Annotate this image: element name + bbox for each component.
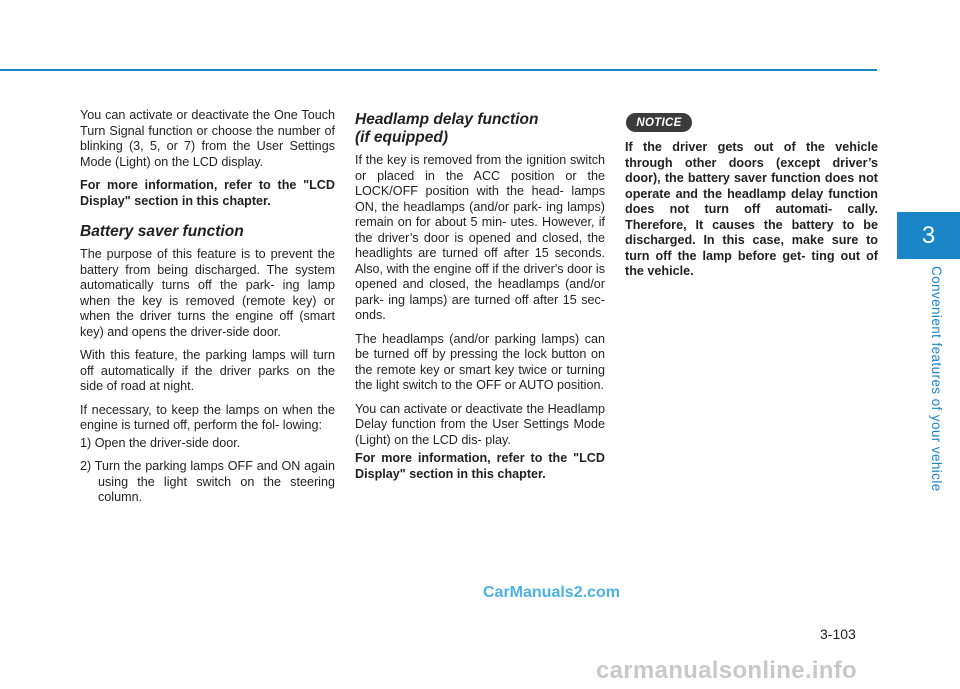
paragraph-refer-lcd: For more information, refer to the "LCD Display" section in this chapter. — [80, 178, 335, 208]
paragraph-one-touch: You can activate or deactivate the One Touch Turn Signal function or choose the number of blinking (3, 5, or 7) from the User Settings Mode (Light) on the LCD display. — [80, 108, 335, 169]
chapter-number-tab: 3 — [897, 212, 960, 259]
column-right — [625, 140, 878, 288]
section-title-line: Headlamp delay function — [355, 111, 539, 128]
notice-text: If the driver gets out of the vehicle through other doors (except driver’s door), the battery saver function does not operate and the headlamp delay function does not turn off automati- cally. Therefore, It causes the battery to be discharged. In this case, make sure to turn off the lamp before get- ting out of the vehicle. — [625, 140, 878, 278]
paragraph-headlamp-settings: You can activate or deactivate the Headlamp Delay function from the User Settings Mode (Light) on the LCD dis- play. — [355, 401, 605, 447]
notice-badge: NOTICE — [626, 113, 692, 132]
page-number: 3-103 — [820, 626, 856, 642]
list-item: 2) Turn the parking lamps OFF and ON again using the light switch on the steering column. — [80, 459, 335, 504]
column-left — [80, 108, 335, 514]
section-title-line: (if equipped) — [355, 129, 448, 146]
paragraph-headlamp-delay: If the key is removed from the ignition switch or placed in the ACC position or the LOCK/OFF position with the head- lamps ON, the headlamps (and/or park- ing lamps) remain on for about 5 min- utes. However, if the driver’s door is opened and closed, the headlights are turned off after 15 seconds. Also, with the engine off if the driver's door is opened and closed, the headlamps (and/or park- ing lamps) are turned off after 15 sec- onds. — [355, 153, 605, 322]
paragraph-battery-keep-on: If necessary, to keep the lamps on when the engine is turned off, perform the fol- lowing: — [80, 402, 335, 432]
paragraph-battery-night: With this feature, the parking lamps will turn off automatically if the driver parks on the side of road at night. — [80, 348, 335, 393]
chapter-title-vertical: Convenient features of your vehicle — [929, 266, 944, 492]
section-title-headlamp-delay — [355, 111, 605, 147]
paragraph-headlamp-off: The headlamps (and/or parking lamps) can be turned off by pressing the lock button on the remote key or smart key twice or turning the light switch to the OFF or AUTO position. — [355, 331, 605, 392]
column-middle — [355, 108, 605, 490]
header-rule — [0, 69, 877, 71]
steps-list — [80, 436, 335, 506]
section-title-battery-saver: Battery saver function — [80, 223, 244, 240]
list-item: 1) Open the driver-side door. — [80, 435, 241, 450]
watermark-carmanualsonline: carmanualsonline.info — [596, 657, 858, 684]
watermark-carmanuals2: CarManuals2.com — [483, 584, 620, 601]
paragraph-refer-lcd: For more information, refer to the "LCD Display" section in this chapter. — [355, 451, 605, 481]
paragraph-battery-purpose: The purpose of this feature is to prevent the battery from being discharged. The system automatically turns off the park- ing lamp when the key is removed (remote key) or when the driver turns the engine off (smart key) and opens the driver-side door. — [80, 247, 335, 339]
